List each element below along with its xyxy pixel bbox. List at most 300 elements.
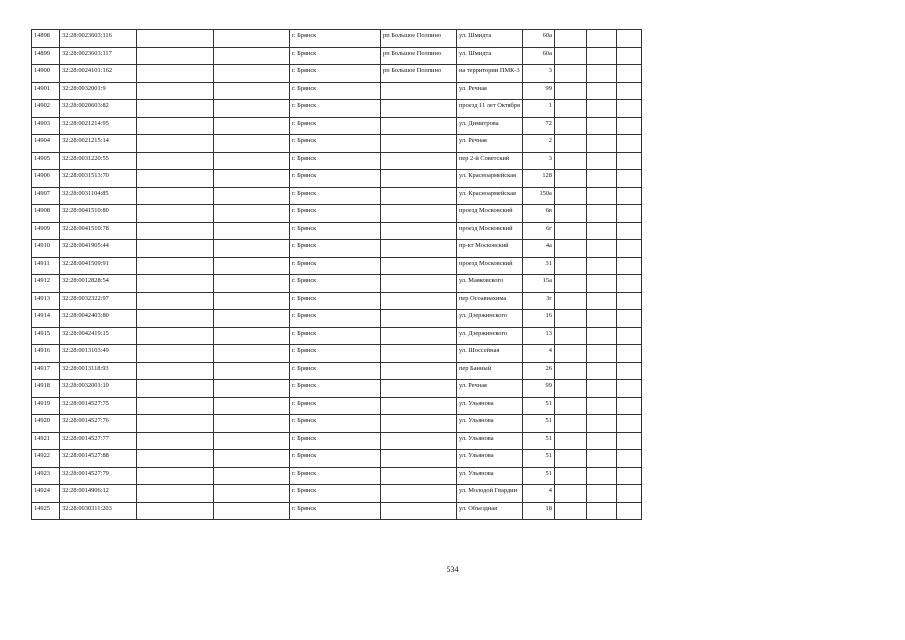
house-number-cell: 2 bbox=[522, 135, 554, 153]
empty-cell bbox=[586, 135, 616, 153]
table-row bbox=[32, 345, 642, 363]
empty-cell bbox=[214, 432, 290, 450]
table-row bbox=[32, 100, 642, 118]
settlement-cell bbox=[381, 502, 457, 520]
empty-cell bbox=[554, 100, 586, 118]
house-number-cell: 128 bbox=[522, 170, 554, 188]
empty-cell bbox=[137, 362, 214, 380]
table-row bbox=[32, 467, 642, 485]
empty-cell bbox=[586, 380, 616, 398]
house-number-cell: 16 bbox=[522, 310, 554, 328]
empty-cell bbox=[586, 310, 616, 328]
house-number-cell: 13 bbox=[522, 327, 554, 345]
empty-cell bbox=[554, 362, 586, 380]
empty-cell bbox=[214, 117, 290, 135]
empty-cell bbox=[214, 82, 290, 100]
city-cell: г. Брянск bbox=[290, 82, 381, 100]
empty-cell bbox=[616, 292, 641, 310]
cadastral-number-cell: 32:28:0013103:49 bbox=[60, 345, 137, 363]
street-cell: ул. Димитрова bbox=[457, 117, 523, 135]
cadastral-number-cell: 32:28:0012828:54 bbox=[60, 275, 137, 293]
cadastral-number-cell: 32:28:0014527:76 bbox=[60, 415, 137, 433]
settlement-cell bbox=[381, 380, 457, 398]
empty-cell bbox=[554, 327, 586, 345]
empty-cell bbox=[137, 327, 214, 345]
settlement-cell bbox=[381, 485, 457, 503]
empty-cell bbox=[586, 415, 616, 433]
table-row bbox=[32, 257, 642, 275]
empty-cell bbox=[214, 240, 290, 258]
street-cell: ул. Речная bbox=[457, 380, 523, 398]
empty-cell bbox=[137, 205, 214, 223]
empty-cell bbox=[554, 47, 586, 65]
house-number-cell: 72 bbox=[522, 117, 554, 135]
cadastral-number-cell: 32:28:0023603:117 bbox=[60, 47, 137, 65]
empty-cell bbox=[586, 65, 616, 83]
empty-cell bbox=[616, 65, 641, 83]
empty-cell bbox=[137, 65, 214, 83]
cadastral-number-cell: 32:28:0031104:85 bbox=[60, 187, 137, 205]
empty-cell bbox=[214, 467, 290, 485]
table-row bbox=[32, 502, 642, 520]
row-number-cell: 14908 bbox=[32, 205, 60, 223]
table-row bbox=[32, 432, 642, 450]
empty-cell bbox=[586, 502, 616, 520]
city-cell: г. Брянск bbox=[290, 275, 381, 293]
empty-cell bbox=[554, 502, 586, 520]
row-number-cell: 14919 bbox=[32, 397, 60, 415]
empty-cell bbox=[214, 205, 290, 223]
row-number-cell: 14911 bbox=[32, 257, 60, 275]
street-cell: ул. Шмидта bbox=[457, 47, 523, 65]
empty-cell bbox=[137, 47, 214, 65]
settlement-cell: рп Большое Полпино bbox=[381, 47, 457, 65]
street-cell: проезд Московский bbox=[457, 257, 523, 275]
street-cell: проезд Московский bbox=[457, 205, 523, 223]
table-row bbox=[32, 205, 642, 223]
street-cell: пер 2-й Советский bbox=[457, 152, 523, 170]
settlement-cell bbox=[381, 345, 457, 363]
street-cell: ул. Дзержинского bbox=[457, 327, 523, 345]
settlement-cell bbox=[381, 222, 457, 240]
house-number-cell: 6в bbox=[522, 205, 554, 223]
row-number-cell: 14905 bbox=[32, 152, 60, 170]
house-number-cell: 51 bbox=[522, 450, 554, 468]
cadastral-number-cell: 32:28:0013118:93 bbox=[60, 362, 137, 380]
empty-cell bbox=[616, 117, 641, 135]
settlement-cell bbox=[381, 152, 457, 170]
empty-cell bbox=[214, 222, 290, 240]
empty-cell bbox=[214, 310, 290, 328]
city-cell: г. Брянск bbox=[290, 152, 381, 170]
row-number-cell: 14916 bbox=[32, 345, 60, 363]
empty-cell bbox=[137, 187, 214, 205]
row-number-cell: 14902 bbox=[32, 100, 60, 118]
empty-cell bbox=[214, 380, 290, 398]
city-cell: г. Брянск bbox=[290, 117, 381, 135]
empty-cell bbox=[214, 327, 290, 345]
empty-cell bbox=[214, 275, 290, 293]
table-row bbox=[32, 30, 642, 48]
empty-cell bbox=[554, 205, 586, 223]
empty-cell bbox=[214, 30, 290, 48]
empty-cell bbox=[616, 275, 641, 293]
settlement-cell bbox=[381, 257, 457, 275]
cadastral-number-cell: 32:28:0030311:203 bbox=[60, 502, 137, 520]
empty-cell bbox=[214, 100, 290, 118]
empty-cell bbox=[214, 415, 290, 433]
city-cell: г. Брянск bbox=[290, 485, 381, 503]
empty-cell bbox=[616, 415, 641, 433]
cadastral-number-cell: 32:28:0041905:44 bbox=[60, 240, 137, 258]
city-cell: г. Брянск bbox=[290, 467, 381, 485]
table-row bbox=[32, 485, 642, 503]
cadastral-number-cell: 32:28:0014527:79 bbox=[60, 467, 137, 485]
empty-cell bbox=[137, 240, 214, 258]
row-number-cell: 14925 bbox=[32, 502, 60, 520]
empty-cell bbox=[137, 292, 214, 310]
table-row bbox=[32, 170, 642, 188]
cadastral-number-cell: 32:28:0031513:70 bbox=[60, 170, 137, 188]
empty-cell bbox=[214, 502, 290, 520]
cadastral-number-cell: 32:28:0014906:12 bbox=[60, 485, 137, 503]
empty-cell bbox=[554, 170, 586, 188]
city-cell: г. Брянск bbox=[290, 47, 381, 65]
settlement-cell bbox=[381, 170, 457, 188]
settlement-cell bbox=[381, 415, 457, 433]
empty-cell bbox=[214, 65, 290, 83]
city-cell: г. Брянск bbox=[290, 415, 381, 433]
empty-cell bbox=[554, 65, 586, 83]
street-cell: ул. Ульянова bbox=[457, 467, 523, 485]
empty-cell bbox=[554, 257, 586, 275]
city-cell: г. Брянск bbox=[290, 345, 381, 363]
house-number-cell: 3г bbox=[522, 292, 554, 310]
street-cell: ул. Речная bbox=[457, 82, 523, 100]
empty-cell bbox=[214, 170, 290, 188]
settlement-cell bbox=[381, 450, 457, 468]
house-number-cell: 150а bbox=[522, 187, 554, 205]
empty-cell bbox=[214, 485, 290, 503]
cadastral-number-cell: 32:28:0041510:80 bbox=[60, 205, 137, 223]
house-number-cell: 18 bbox=[522, 502, 554, 520]
street-cell: проезд 11 лет Октября bbox=[457, 100, 523, 118]
empty-cell bbox=[586, 397, 616, 415]
street-cell: ул. Речная bbox=[457, 135, 523, 153]
empty-cell bbox=[586, 292, 616, 310]
row-number-cell: 14909 bbox=[32, 222, 60, 240]
empty-cell bbox=[554, 415, 586, 433]
table-row bbox=[32, 135, 642, 153]
empty-cell bbox=[586, 240, 616, 258]
city-cell: г. Брянск bbox=[290, 450, 381, 468]
city-cell: г. Брянск bbox=[290, 257, 381, 275]
settlement-cell: рп Большое Полпино bbox=[381, 65, 457, 83]
house-number-cell: 99 bbox=[522, 380, 554, 398]
empty-cell bbox=[616, 502, 641, 520]
street-cell: пр-кт Московский bbox=[457, 240, 523, 258]
table-row bbox=[32, 362, 642, 380]
empty-cell bbox=[616, 30, 641, 48]
street-cell: ул. Шоссейная bbox=[457, 345, 523, 363]
empty-cell bbox=[137, 135, 214, 153]
settlement-cell bbox=[381, 327, 457, 345]
empty-cell bbox=[616, 205, 641, 223]
cadastral-number-cell: 32:28:0041509:91 bbox=[60, 257, 137, 275]
empty-cell bbox=[586, 187, 616, 205]
empty-cell bbox=[586, 47, 616, 65]
cadastral-number-cell: 32:28:0014527:88 bbox=[60, 450, 137, 468]
street-cell: на территории ПМК-3 bbox=[457, 65, 523, 83]
empty-cell bbox=[586, 222, 616, 240]
house-number-cell: 51 bbox=[522, 415, 554, 433]
empty-cell bbox=[137, 222, 214, 240]
empty-cell bbox=[137, 467, 214, 485]
cadastral-number-cell: 32:28:0041510:78 bbox=[60, 222, 137, 240]
cadastral-number-cell: 32:28:0021215:14 bbox=[60, 135, 137, 153]
empty-cell bbox=[616, 450, 641, 468]
cadastral-number-cell: 32:28:0032322:97 bbox=[60, 292, 137, 310]
empty-cell bbox=[586, 362, 616, 380]
empty-cell bbox=[137, 152, 214, 170]
row-number-cell: 14901 bbox=[32, 82, 60, 100]
empty-cell bbox=[137, 257, 214, 275]
empty-cell bbox=[586, 432, 616, 450]
settlement-cell bbox=[381, 205, 457, 223]
street-cell: ул. Красноармейская bbox=[457, 170, 523, 188]
empty-cell bbox=[137, 82, 214, 100]
empty-cell bbox=[137, 380, 214, 398]
table-row bbox=[32, 310, 642, 328]
house-number-cell: 3 bbox=[522, 65, 554, 83]
city-cell: г. Брянск bbox=[290, 397, 381, 415]
settlement-cell bbox=[381, 310, 457, 328]
empty-cell bbox=[554, 380, 586, 398]
cadastral-number-cell: 32:28:0014527:77 bbox=[60, 432, 137, 450]
empty-cell bbox=[214, 345, 290, 363]
settlement-cell bbox=[381, 397, 457, 415]
empty-cell bbox=[616, 82, 641, 100]
table-row bbox=[32, 222, 642, 240]
house-number-cell: 4 bbox=[522, 485, 554, 503]
row-number-cell: 14903 bbox=[32, 117, 60, 135]
street-cell: ул. Объездная bbox=[457, 502, 523, 520]
settlement-cell bbox=[381, 467, 457, 485]
empty-cell bbox=[214, 292, 290, 310]
city-cell: г. Брянск bbox=[290, 432, 381, 450]
settlement-cell bbox=[381, 292, 457, 310]
house-number-cell: 51 bbox=[522, 397, 554, 415]
row-number-cell: 14898 bbox=[32, 30, 60, 48]
row-number-cell: 14907 bbox=[32, 187, 60, 205]
empty-cell bbox=[554, 275, 586, 293]
data-table bbox=[31, 29, 642, 520]
empty-cell bbox=[586, 205, 616, 223]
settlement-cell: рп Большое Полпино bbox=[381, 30, 457, 48]
empty-cell bbox=[554, 432, 586, 450]
empty-cell bbox=[616, 310, 641, 328]
cadastral-number-cell: 32:28:0032001:10 bbox=[60, 380, 137, 398]
row-number-cell: 14922 bbox=[32, 450, 60, 468]
row-number-cell: 14915 bbox=[32, 327, 60, 345]
street-cell: ул. Ульянова bbox=[457, 415, 523, 433]
street-cell: ул. Дзержинского bbox=[457, 310, 523, 328]
cadastral-number-cell: 32:28:0032001:9 bbox=[60, 82, 137, 100]
empty-cell bbox=[616, 432, 641, 450]
empty-cell bbox=[137, 275, 214, 293]
settlement-cell bbox=[381, 135, 457, 153]
row-number-cell: 14920 bbox=[32, 415, 60, 433]
row-number-cell: 14921 bbox=[32, 432, 60, 450]
cadastral-number-cell: 32:28:0014527:75 bbox=[60, 397, 137, 415]
street-cell: ул. Молодой Гвардии bbox=[457, 485, 523, 503]
cadastral-number-cell: 32:28:0024101:162 bbox=[60, 65, 137, 83]
empty-cell bbox=[616, 257, 641, 275]
empty-cell bbox=[554, 117, 586, 135]
row-number-cell: 14899 bbox=[32, 47, 60, 65]
city-cell: г. Брянск bbox=[290, 362, 381, 380]
city-cell: г. Брянск bbox=[290, 222, 381, 240]
row-number-cell: 14923 bbox=[32, 467, 60, 485]
city-cell: г. Брянск bbox=[290, 170, 381, 188]
city-cell: г. Брянск bbox=[290, 292, 381, 310]
empty-cell bbox=[554, 292, 586, 310]
street-cell: ул. Ульянова bbox=[457, 432, 523, 450]
row-number-cell: 14904 bbox=[32, 135, 60, 153]
empty-cell bbox=[214, 152, 290, 170]
empty-cell bbox=[137, 485, 214, 503]
house-number-cell: 15а bbox=[522, 275, 554, 293]
city-cell: г. Брянск bbox=[290, 135, 381, 153]
empty-cell bbox=[137, 30, 214, 48]
empty-cell bbox=[214, 47, 290, 65]
empty-cell bbox=[214, 397, 290, 415]
empty-cell bbox=[616, 345, 641, 363]
settlement-cell bbox=[381, 117, 457, 135]
cadastral-number-cell: 32:28:0031220:55 bbox=[60, 152, 137, 170]
empty-cell bbox=[616, 362, 641, 380]
empty-cell bbox=[616, 152, 641, 170]
empty-cell bbox=[137, 310, 214, 328]
empty-cell bbox=[554, 450, 586, 468]
empty-cell bbox=[554, 467, 586, 485]
table-row bbox=[32, 117, 642, 135]
city-cell: г. Брянск bbox=[290, 327, 381, 345]
empty-cell bbox=[586, 485, 616, 503]
empty-cell bbox=[137, 170, 214, 188]
empty-cell bbox=[616, 100, 641, 118]
empty-cell bbox=[554, 397, 586, 415]
empty-cell bbox=[586, 257, 616, 275]
empty-cell bbox=[586, 345, 616, 363]
cadastral-number-cell: 32:28:0023603:116 bbox=[60, 30, 137, 48]
empty-cell bbox=[137, 415, 214, 433]
street-cell: пер Осоавиахима bbox=[457, 292, 523, 310]
empty-cell bbox=[586, 152, 616, 170]
house-number-cell: 51 bbox=[522, 467, 554, 485]
empty-cell bbox=[586, 467, 616, 485]
empty-cell bbox=[586, 117, 616, 135]
empty-cell bbox=[586, 100, 616, 118]
row-number-cell: 14918 bbox=[32, 380, 60, 398]
city-cell: г. Брянск bbox=[290, 205, 381, 223]
empty-cell bbox=[214, 135, 290, 153]
settlement-cell bbox=[381, 82, 457, 100]
settlement-cell bbox=[381, 275, 457, 293]
house-number-cell: 4 bbox=[522, 345, 554, 363]
row-number-cell: 14913 bbox=[32, 292, 60, 310]
empty-cell bbox=[554, 345, 586, 363]
city-cell: г. Брянск bbox=[290, 240, 381, 258]
empty-cell bbox=[554, 240, 586, 258]
empty-cell bbox=[554, 485, 586, 503]
empty-cell bbox=[586, 170, 616, 188]
table-row bbox=[32, 415, 642, 433]
empty-cell bbox=[554, 152, 586, 170]
cadastral-number-cell: 32:28:0021214:95 bbox=[60, 117, 137, 135]
street-cell: ул. Маяковского bbox=[457, 275, 523, 293]
settlement-cell bbox=[381, 187, 457, 205]
house-number-cell: 4а bbox=[522, 240, 554, 258]
city-cell: г. Брянск bbox=[290, 502, 381, 520]
empty-cell bbox=[554, 82, 586, 100]
city-cell: г. Брянск bbox=[290, 380, 381, 398]
cadastral-number-cell: 32:28:0042419:15 bbox=[60, 327, 137, 345]
street-cell: ул. Шмидта bbox=[457, 30, 523, 48]
table-row bbox=[32, 327, 642, 345]
empty-cell bbox=[586, 30, 616, 48]
table-row bbox=[32, 152, 642, 170]
empty-cell bbox=[214, 450, 290, 468]
house-number-cell: 99 bbox=[522, 82, 554, 100]
row-number-cell: 14906 bbox=[32, 170, 60, 188]
street-cell: ул. Красноармейская bbox=[457, 187, 523, 205]
cadastral-number-cell: 32:28:0020603:82 bbox=[60, 100, 137, 118]
empty-cell bbox=[616, 397, 641, 415]
cadastral-number-cell: 32:28:0042403:80 bbox=[60, 310, 137, 328]
empty-cell bbox=[616, 467, 641, 485]
empty-cell bbox=[137, 345, 214, 363]
table-row bbox=[32, 380, 642, 398]
empty-cell bbox=[616, 135, 641, 153]
city-cell: г. Брянск bbox=[290, 65, 381, 83]
street-cell: пер Банный bbox=[457, 362, 523, 380]
settlement-cell bbox=[381, 432, 457, 450]
row-number-cell: 14910 bbox=[32, 240, 60, 258]
empty-cell bbox=[214, 362, 290, 380]
table-row bbox=[32, 397, 642, 415]
empty-cell bbox=[586, 275, 616, 293]
street-cell: ул. Ульянова bbox=[457, 450, 523, 468]
empty-cell bbox=[616, 380, 641, 398]
settlement-cell bbox=[381, 240, 457, 258]
city-cell: г. Брянск bbox=[290, 100, 381, 118]
empty-cell bbox=[616, 170, 641, 188]
empty-cell bbox=[554, 310, 586, 328]
empty-cell bbox=[137, 100, 214, 118]
table-row bbox=[32, 65, 642, 83]
street-cell: проезд Московский bbox=[457, 222, 523, 240]
house-number-cell: 26 bbox=[522, 362, 554, 380]
city-cell: г. Брянск bbox=[290, 187, 381, 205]
house-number-cell: 60а bbox=[522, 30, 554, 48]
table-row bbox=[32, 240, 642, 258]
empty-cell bbox=[137, 397, 214, 415]
table-row bbox=[32, 47, 642, 65]
city-cell: г. Брянск bbox=[290, 310, 381, 328]
table-row bbox=[32, 275, 642, 293]
table-row bbox=[32, 82, 642, 100]
